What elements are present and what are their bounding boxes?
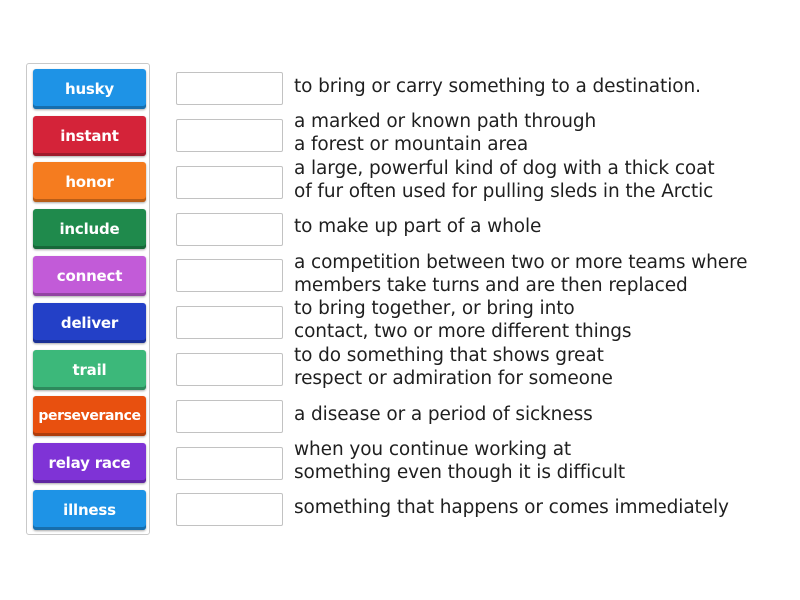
definition-line: a marked or known path through bbox=[294, 111, 597, 132]
tile-honor[interactable]: honor bbox=[33, 162, 146, 202]
definition-3 bbox=[294, 157, 794, 203]
definition-line: contact, two or more different things bbox=[294, 321, 632, 342]
definition-line: respect or admiration for someone bbox=[294, 368, 613, 389]
tile-instant[interactable]: instant bbox=[33, 116, 146, 156]
definition-line: to make up part of a whole bbox=[294, 216, 542, 237]
definition-line: members take turns and are then replaced bbox=[294, 275, 688, 296]
tile-include[interactable]: include bbox=[33, 209, 146, 249]
answer-slot-4[interactable] bbox=[176, 213, 283, 246]
definition-line: of fur often used for pulling sleds in the Arctic bbox=[294, 181, 714, 202]
definition-line: to do something that shows great bbox=[294, 345, 604, 366]
tile-connect[interactable]: connect bbox=[33, 256, 146, 296]
tile-perseverance[interactable]: perseverance bbox=[33, 396, 146, 436]
answer-slot-7[interactable] bbox=[176, 353, 283, 386]
definition-9 bbox=[294, 438, 794, 484]
answer-slot-1[interactable] bbox=[176, 72, 283, 105]
tile-illness[interactable]: illness bbox=[33, 490, 146, 530]
tile-relay-race[interactable]: relay race bbox=[33, 443, 146, 483]
definition-line: to bring together, or bring into bbox=[294, 298, 575, 319]
definition-line: when you continue working at bbox=[294, 439, 572, 460]
definition-8 bbox=[294, 403, 794, 426]
definition-5 bbox=[294, 251, 794, 297]
tile-trail[interactable]: trail bbox=[33, 350, 146, 390]
answer-slot-10[interactable] bbox=[176, 493, 283, 526]
answer-slot-8[interactable] bbox=[176, 400, 283, 433]
definition-line: a forest or mountain area bbox=[294, 134, 529, 155]
answer-slot-9[interactable] bbox=[176, 447, 283, 480]
definition-2 bbox=[294, 110, 794, 156]
definition-line: a disease or a period of sickness bbox=[294, 404, 593, 425]
definition-10 bbox=[294, 496, 794, 519]
answer-slot-5[interactable] bbox=[176, 259, 283, 292]
definition-line: something even though it is difficult bbox=[294, 462, 626, 483]
tile-deliver[interactable]: deliver bbox=[33, 303, 146, 343]
definition-4 bbox=[294, 215, 794, 238]
answer-slot-3[interactable] bbox=[176, 166, 283, 199]
definition-line: something that happens or comes immediately bbox=[294, 497, 729, 518]
word-bank bbox=[26, 63, 150, 535]
definition-line: a large, powerful kind of dog with a thick coat bbox=[294, 158, 715, 179]
definition-1 bbox=[294, 75, 794, 98]
tile-husky[interactable]: husky bbox=[33, 69, 146, 109]
answer-slot-6[interactable] bbox=[176, 306, 283, 339]
answer-slot-2[interactable] bbox=[176, 119, 283, 152]
definition-line: to bring or carry something to a destination. bbox=[294, 76, 701, 97]
definition-line: a competition between two or more teams where bbox=[294, 252, 748, 273]
definition-6 bbox=[294, 297, 794, 343]
definition-7 bbox=[294, 344, 794, 390]
